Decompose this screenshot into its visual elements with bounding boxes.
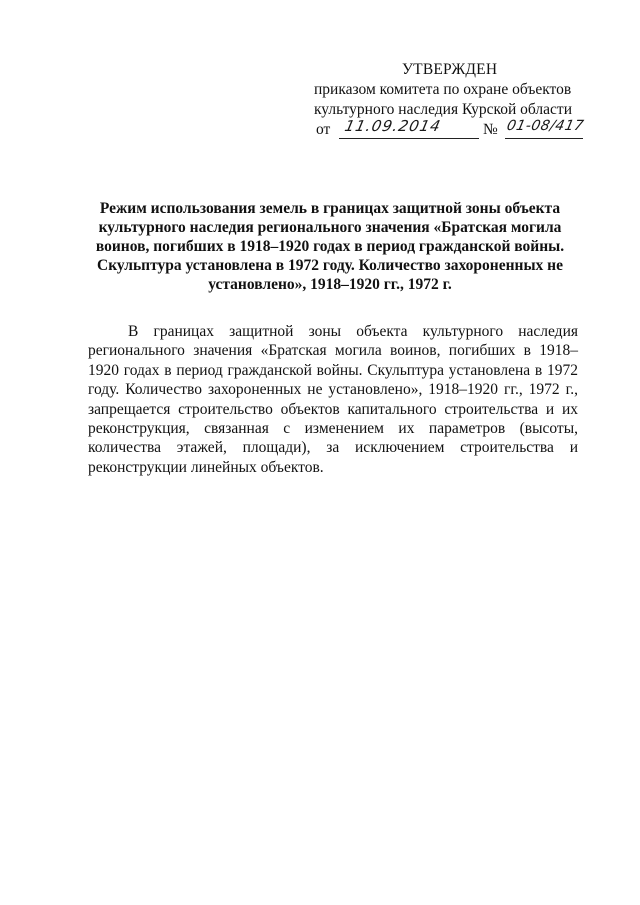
- approval-title: УТВЕРЖДЕН: [402, 61, 498, 78]
- date-prefix: от: [316, 121, 331, 138]
- handwritten-date: 11.09.2014: [343, 117, 443, 135]
- approval-block: [300, 60, 600, 142]
- date-field: [339, 118, 479, 139]
- approval-line-2: культурного наследия Курской области: [314, 101, 572, 118]
- document-body-paragraph: В границах защитной зоны объекта культурного наследия регионального значения «Братская могила воинов, погибших в 1918–1920 годах в период гражданской войны. Скульптура установлена в 1972 году. Количество захороненных не установлено», 1918–1920 гг., 1972 г., запрещается строительство объектов капитального строительства и их реконструкция, связанная с изменением их параметров (высоты, количества этажей, площади), за исключением строительства и реконструкции линейных объектов.: [88, 323, 578, 476]
- approval-line-1: приказом комитета по охране объектов: [314, 81, 572, 98]
- document-heading: Режим использования земель в границах защитной зоны объекта культурного наследия регионального значения «Братская могила воинов, погибших в 1918–1920 годах в период гражданской войны. Скульптура установлена в 1972 году. Количество захороненных не установлено», 1918–1920 гг., 1972 г.: [95, 200, 565, 293]
- number-field: [505, 118, 586, 139]
- number-prefix: №: [483, 121, 498, 138]
- handwritten-number: 01-08/417: [505, 118, 586, 134]
- approval-date-number-row: [300, 117, 600, 142]
